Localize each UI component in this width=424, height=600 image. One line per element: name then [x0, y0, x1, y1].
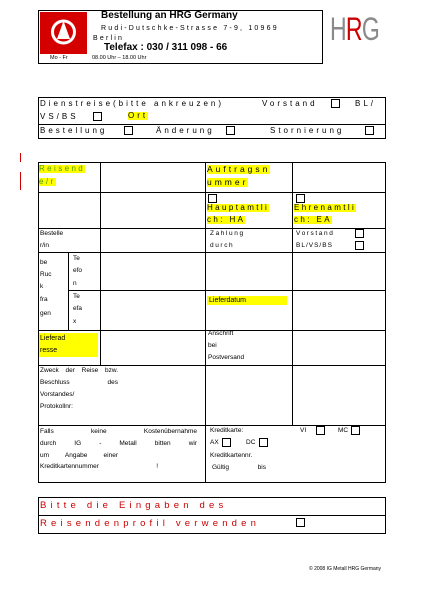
- auftragsnummer-label-line-2: ummer: [207, 177, 249, 187]
- aenderung-label: Änderung: [156, 126, 215, 135]
- trip-ort-field[interactable]: [152, 111, 384, 123]
- header-title: Bestellung an HRG Germany: [101, 10, 238, 21]
- telefax-label-line-1: Te: [73, 293, 80, 300]
- card-mc-checkbox[interactable]: [351, 426, 360, 435]
- revision-mark: [20, 172, 21, 190]
- bestellung-label: Bestellung: [40, 126, 108, 135]
- hauptamtlich-checkbox[interactable]: [208, 194, 217, 203]
- zahlung-label-line-1: Zahlung: [210, 230, 245, 237]
- rueckfragen-label-line-4: fra: [40, 296, 48, 303]
- trip-bl-label: BL/: [355, 99, 377, 108]
- card-vi-label: VI: [300, 427, 307, 434]
- rueckfragen-label-line-3: k: [40, 283, 44, 290]
- zahlung-label-line-2: durch: [210, 242, 235, 249]
- besteller-label-line-2: r/in: [40, 242, 50, 249]
- trip-bl-vs-bs-checkbox[interactable]: [93, 112, 102, 121]
- copyright-footer: © 2008 IG Metall HRG Germany: [309, 566, 382, 572]
- stornierung-checkbox[interactable]: [365, 126, 374, 135]
- telefon-label-line-2: efo: [73, 267, 83, 274]
- hrg-logo-letter-g: G: [361, 11, 380, 47]
- card-dc-checkbox[interactable]: [259, 438, 268, 447]
- rueckfragen-label-line-5: gen: [40, 310, 51, 317]
- hrg-logo: [330, 13, 379, 45]
- rueckfragen-label-line-1: be: [40, 259, 48, 266]
- ehrenamtlich-label-line-2: ch: EA: [294, 215, 332, 224]
- table-row-line: [38, 365, 386, 366]
- header-fax: Telefax : 030 / 311 098 - 66: [104, 42, 228, 53]
- hrg-logo-letter-h: H: [330, 11, 346, 47]
- card-dc-label: DC: [246, 439, 256, 446]
- lieferadresse-label-line-1: Lieferad: [40, 335, 66, 342]
- lieferadresse-label-line-2: resse: [40, 347, 58, 354]
- telefax-field[interactable]: [101, 291, 204, 329]
- card-ax-label: AX: [210, 439, 219, 446]
- profile-box-divider: [38, 515, 386, 516]
- card-vi-checkbox[interactable]: [316, 426, 325, 435]
- profile-checkbox[interactable]: [296, 518, 305, 527]
- stornierung-label: Stornierung: [270, 126, 345, 135]
- zweck-field[interactable]: [120, 366, 204, 424]
- table-column-line: [68, 252, 69, 330]
- kosten-label-line-2: durch IG - Metall bitten wir: [40, 440, 197, 447]
- profile-notice-line-1: Bitte die Eingaben des: [40, 500, 228, 511]
- auftragsnummer-label-line-1: Auftragsn: [207, 164, 271, 174]
- anschrift-field[interactable]: [293, 331, 384, 364]
- kreditkartennr-label: Kreditkartennr.: [210, 452, 253, 459]
- table-row-line: [38, 252, 386, 253]
- zahlung-bl-vs-bs-checkbox[interactable]: [355, 241, 364, 250]
- auftragsnummer-field[interactable]: [293, 163, 384, 191]
- zweck-label-line-3: Vorstandes/: [40, 391, 75, 398]
- anschrift-label-line-3: Postversand: [208, 354, 245, 361]
- telefon-label-line-3: n: [73, 280, 77, 287]
- reisende-label-line-1: Reisend: [39, 164, 86, 173]
- table-row-line: [38, 228, 386, 229]
- trip-vorstand-checkbox[interactable]: [331, 99, 340, 108]
- besteller-field[interactable]: [101, 229, 204, 251]
- telefax-label-line-2: efa: [73, 305, 83, 312]
- header-days: Mo - Fr: [50, 55, 68, 61]
- lieferdatum-label: Lieferdatum: [207, 296, 287, 305]
- gueltig-bis-label: Gültig bis: [212, 464, 266, 471]
- profile-notice-line-2: Reisendenprofil verwenden: [40, 518, 261, 529]
- table-row-line: [38, 192, 386, 193]
- kosten-label-line-4: Kreditkartennummer !: [40, 463, 158, 470]
- table-column-line: [205, 162, 206, 483]
- reisende-field[interactable]: [101, 163, 204, 191]
- trip-ort-label: Ort: [128, 111, 149, 120]
- header-hours: 08.00 Uhr – 18.00 Uhr: [92, 55, 147, 61]
- zweck-label-line-4: Protokollnr:: [40, 403, 73, 410]
- lieferadresse-field[interactable]: [101, 331, 204, 364]
- zahlung-vorstand-label: Vorstand: [296, 230, 335, 237]
- zweck-label-line-1: Zweck der Reise bzw.: [40, 367, 118, 374]
- telefon-field[interactable]: [101, 253, 204, 289]
- ehrenamtlich-label-line-1: Ehrenamtli: [294, 203, 357, 212]
- hrg-logo-letter-r: R: [345, 11, 362, 47]
- revision-mark: [20, 153, 21, 162]
- lieferdatum-field[interactable]: [293, 291, 384, 329]
- card-ax-checkbox[interactable]: [222, 438, 231, 447]
- bestellung-checkbox[interactable]: [124, 126, 133, 135]
- card-mc-label: MC: [338, 427, 349, 434]
- anschrift-label-line-2: bei: [208, 342, 217, 349]
- trip-label: Dienstreise(bitte ankreuzen): [40, 99, 225, 108]
- header-street: Rudi-Dutschke-Strasse 7-9, 10969: [101, 25, 279, 32]
- zweck-label-line-2: Beschluss des: [40, 379, 118, 386]
- kreditkartennr-field[interactable]: [262, 450, 382, 462]
- ehrenamtlich-checkbox[interactable]: [296, 194, 305, 203]
- header-city: Berlin: [93, 35, 125, 42]
- ig-metall-logo: [40, 12, 87, 54]
- anschrift-label-line-1: Anschrift: [208, 330, 234, 337]
- kreditkarte-label: Kreditkarte:: [210, 427, 244, 434]
- zahlung-bl-vs-bs-label: BL/VS/BS: [296, 242, 333, 249]
- table-row-line: [38, 425, 386, 426]
- kosten-label-line-3: um Angabe einer: [40, 452, 118, 459]
- hauptamtlich-label-line-2: ch: HA: [207, 215, 246, 224]
- aenderung-checkbox[interactable]: [226, 126, 235, 135]
- zahlung-vorstand-checkbox[interactable]: [355, 229, 364, 238]
- hauptamtlich-label-line-1: Hauptamtli: [207, 203, 270, 212]
- rueckfragen-label-line-2: Ruc: [40, 271, 52, 278]
- telefon-label-line-1: Te: [73, 255, 80, 262]
- telefax-label-line-3: x: [73, 318, 77, 325]
- kosten-label-line-1: Falls keine Kostenübernahme: [40, 428, 197, 435]
- trip-box-divider: [38, 124, 386, 125]
- trip-vs-bs-label: VS/BS: [40, 112, 79, 121]
- gueltig-bis-field[interactable]: [270, 463, 382, 475]
- besteller-label-line-1: Bestelle: [40, 230, 64, 237]
- trip-vorstand-label: Vorstand: [262, 99, 318, 108]
- reisende-label-line-2: e/r: [39, 177, 56, 186]
